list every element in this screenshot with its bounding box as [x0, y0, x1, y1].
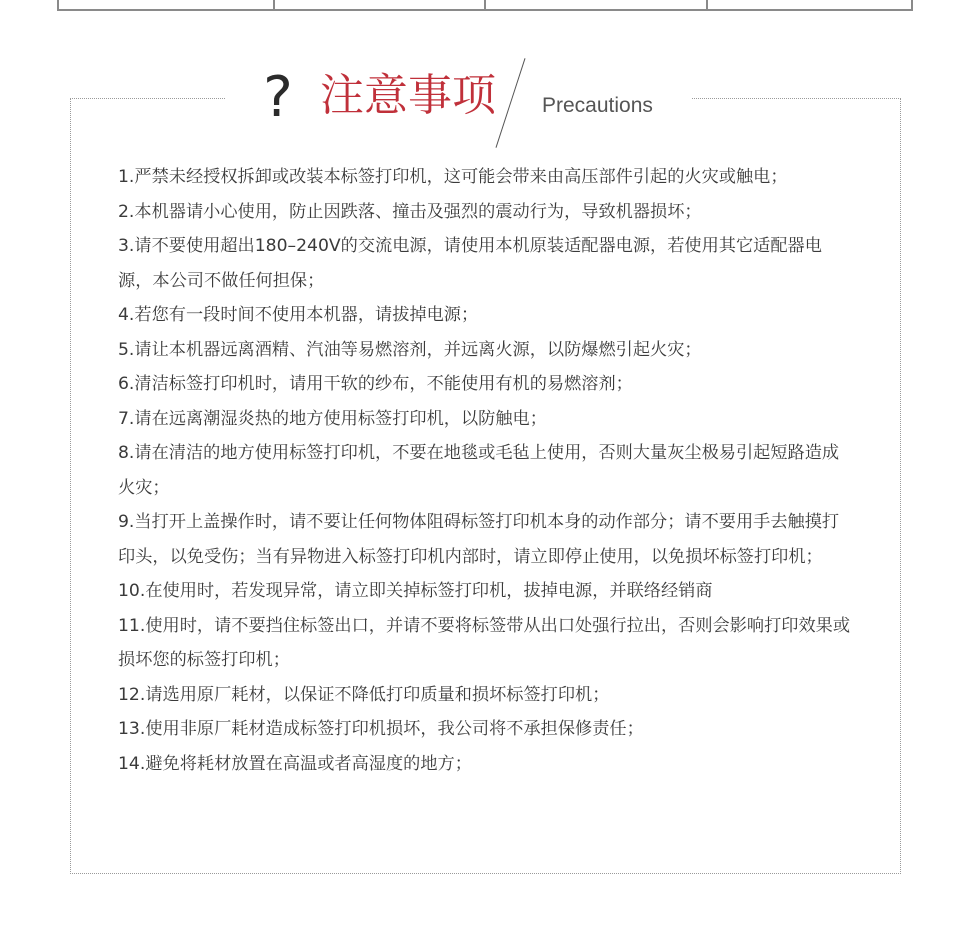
table-column-divider [273, 0, 275, 11]
table-column-divider [484, 0, 486, 11]
precautions-list [118, 160, 856, 781]
precaution-item: 13.使用非原厂耗材造成标签打印机损坏，我公司将不承担保修责任； [118, 719, 644, 739]
section-title-cn: 注意事项 [320, 70, 496, 121]
precaution-item: 6.清洁标签打印机时，请用干软的纱布，不能使用有机的易燃溶剂； [118, 374, 633, 394]
precaution-item: 1.严禁未经授权拆卸或改装本标签打印机，这可能会带来由高压部件引起的火灾或触电； [118, 167, 788, 187]
precaution-item: 14.避免将耗材放置在高温或者高湿度的地方； [118, 753, 472, 774]
precaution-item: 11.使用时，请不要挡住标签出口，并请不要将标签带从出口处强行拉出，否则会影响打印效果或损坏您的标签打印机； [118, 615, 851, 670]
precaution-item: 9.当打开上盖操作时，请不要让任何物体阻碍标签打印机本身的动作部分；请不要用手去触摸打印头，以免受伤；当有异物进入标签打印机内部时，请立即停止使用，以免损坏标签打印机； [118, 512, 840, 567]
precaution-item: 8.请在清洁的地方使用标签打印机，不要在地毯或毛毡上使用，否则大量灰尘极易引起短路造成火灾； [118, 443, 840, 498]
section-title-en: Precautions [542, 94, 653, 117]
precaution-item: 2.本机器请小心使用，防止因跌落、撞击及强烈的震动行为，导致机器损坏； [118, 201, 702, 222]
question-mark-icon: ? [263, 65, 293, 130]
precaution-item: 10.在使用时，若发现异常，请立即关掉标签打印机，拔掉电源，并联络经销商 [118, 581, 713, 601]
precaution-item: 4.若您有一段时间不使用本机器，请拔掉电源； [118, 305, 479, 325]
precaution-item: 7.请在远离潮湿炎热的地方使用标签打印机，以防触电； [118, 408, 547, 429]
table-column-divider [706, 0, 708, 11]
precaution-item: 3.请不要使用超出180–240V的交流电源，请使用本机原装适配器电源，若使用其它适配器电源，本公司不做任何担保； [118, 236, 822, 291]
precaution-item: 5.请让本机器远离酒精、汽油等易燃溶剂，并远离火源，以防爆燃引起火灾； [118, 339, 702, 360]
top-table-edge [57, 0, 913, 11]
precaution-item: 12.请选用原厂耗材，以保证不降低打印质量和损坏标签打印机； [118, 684, 610, 705]
